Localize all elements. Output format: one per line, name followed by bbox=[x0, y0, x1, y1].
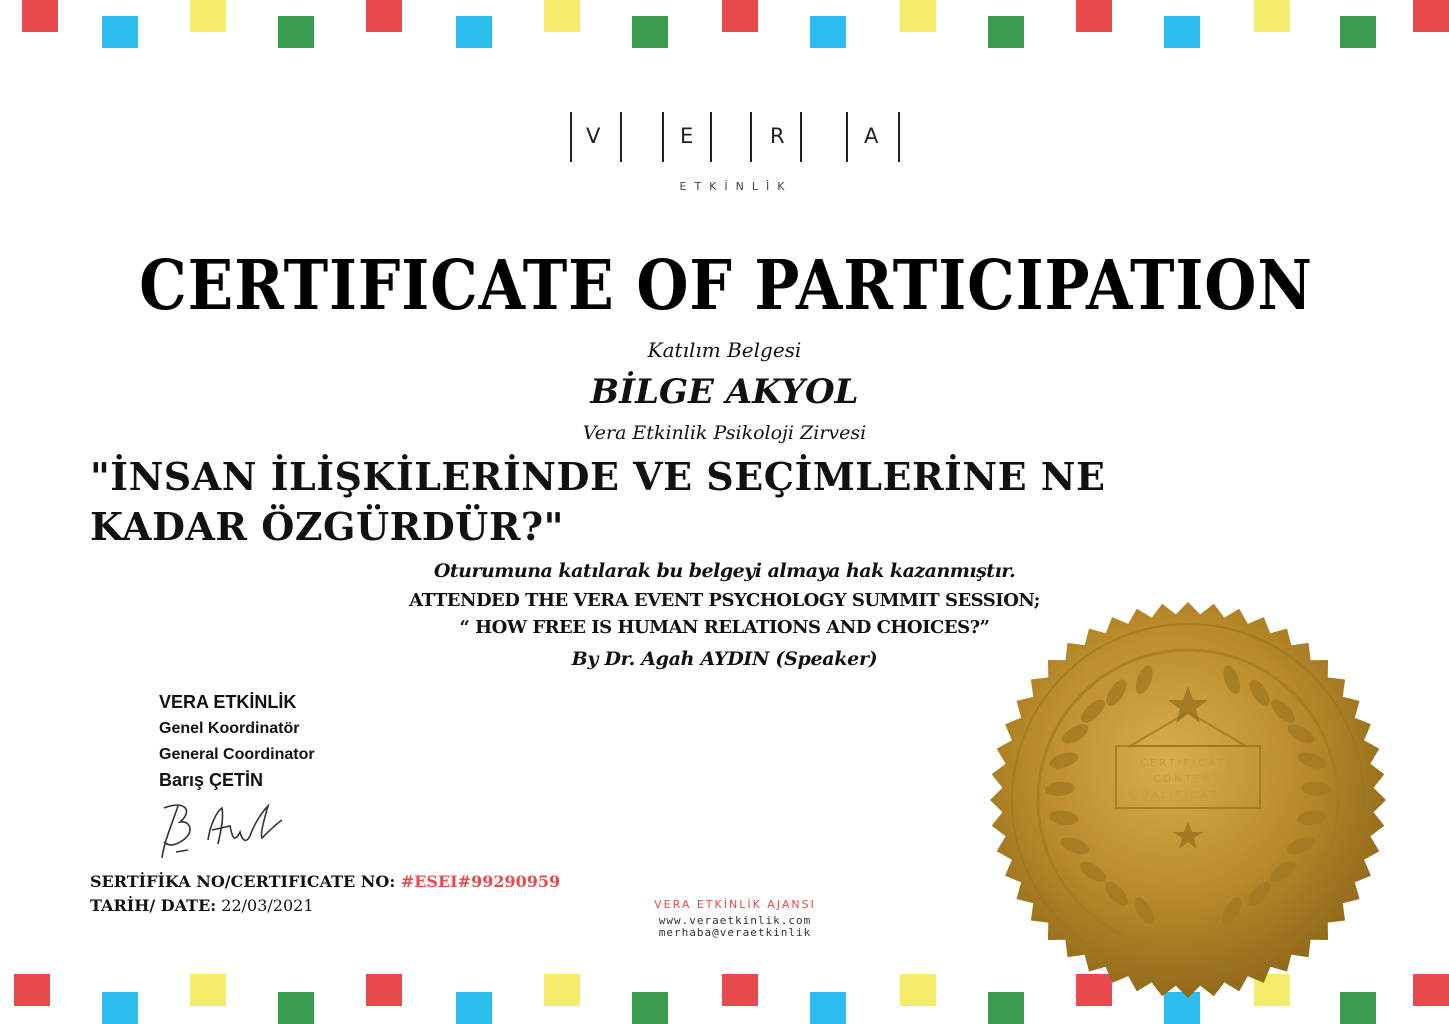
body-line-english-1: ATTENDED THE VERA EVENT PSYCHOLOGY SUMMIT SESSION; bbox=[409, 590, 1040, 611]
confetti-square bbox=[988, 16, 1024, 48]
confetti-square bbox=[810, 16, 846, 48]
seal-text-line-2: CONTENT bbox=[1153, 774, 1223, 785]
logo-divider bbox=[750, 112, 752, 162]
confetti-square bbox=[1254, 0, 1290, 32]
confetti-square bbox=[632, 992, 668, 1024]
logo-divider bbox=[846, 112, 848, 162]
confetti-square bbox=[366, 974, 402, 1006]
agency-website: www.veraetkinlik.com bbox=[658, 914, 812, 927]
session-title: "İNSAN İLİŞKİLERİNDE VE SEÇİMLERİNE NE KADAR ÖZGÜRDÜR?" bbox=[90, 454, 1106, 549]
confetti-square bbox=[810, 992, 846, 1024]
logo-divider bbox=[620, 112, 622, 162]
confetti-square bbox=[1164, 16, 1200, 48]
confetti-square bbox=[1413, 0, 1449, 32]
confetti-square bbox=[544, 974, 580, 1006]
seal-text-line-1: CERTIFICATE bbox=[1140, 758, 1236, 769]
confetti-square bbox=[278, 16, 314, 48]
confetti-square bbox=[366, 0, 402, 32]
confetti-square bbox=[14, 974, 50, 1006]
confetti-square bbox=[22, 0, 58, 32]
confetti-square bbox=[722, 0, 758, 32]
certificate-number bbox=[90, 872, 560, 891]
logo-letter: V bbox=[586, 124, 601, 148]
handwritten-signature bbox=[150, 796, 300, 866]
logo-letter: R bbox=[770, 124, 785, 148]
logo-subtitle: ETKİNLİK bbox=[679, 180, 793, 193]
confetti-square bbox=[544, 0, 580, 32]
confetti-square bbox=[900, 0, 936, 32]
confetti-square bbox=[190, 974, 226, 1006]
confetti-square bbox=[278, 992, 314, 1024]
coordinator-name: Barış ÇETİN bbox=[159, 770, 264, 790]
confetti-square bbox=[102, 16, 138, 48]
logo-letter: A bbox=[864, 124, 879, 148]
certificate-subtitle: Katılım Belgesi bbox=[647, 338, 802, 362]
event-name: Vera Etkinlik Psikoloji Zirvesi bbox=[582, 422, 867, 444]
coordinator-role-tr: Genel Koordinatör bbox=[159, 720, 300, 737]
confetti-square bbox=[190, 0, 226, 32]
body-line-english-2: “ HOW FREE IS HUMAN RELATIONS AND CHOICES?” bbox=[459, 617, 990, 638]
date-label: TARİH/ DATE: bbox=[90, 896, 217, 915]
seal-text-line-3: QUALIFICATION bbox=[1130, 790, 1246, 801]
confetti-square bbox=[1413, 974, 1449, 1006]
confetti-square bbox=[632, 16, 668, 48]
logo-divider bbox=[662, 112, 664, 162]
confetti-square bbox=[1076, 0, 1112, 32]
logo-divider bbox=[570, 112, 572, 162]
logo-divider bbox=[898, 112, 900, 162]
confetti-square bbox=[102, 992, 138, 1024]
confetti-square bbox=[456, 992, 492, 1024]
body-line-turkish: Oturumuna katılarak bu belgeyi almaya hak kazanmıştır. bbox=[433, 560, 1016, 582]
logo-divider bbox=[710, 112, 712, 162]
confetti-square bbox=[722, 974, 758, 1006]
recipient-name: BİLGE AKYOL bbox=[590, 372, 859, 412]
certificate-number-label: SERTİFİKA NO/CERTIFICATE NO: bbox=[90, 872, 396, 891]
date-value: 22/03/2021 bbox=[221, 896, 314, 915]
agency-email: merhaba@veraetkinlik bbox=[658, 926, 812, 939]
speaker-line: By Dr. Agah AYDIN (Speaker) bbox=[571, 648, 878, 670]
vera-logo bbox=[566, 110, 906, 166]
certificate-title: CERTIFICATE OF PARTICIPATION bbox=[139, 246, 1313, 326]
logo-divider bbox=[800, 112, 802, 162]
gold-seal bbox=[988, 600, 1388, 1000]
agency-name: VERA ETKİNLİK AJANSI bbox=[654, 898, 816, 911]
confetti-square bbox=[900, 974, 936, 1006]
confetti-square bbox=[1340, 16, 1376, 48]
logo-letter: E bbox=[680, 124, 694, 148]
confetti-square bbox=[456, 16, 492, 48]
certificate-date bbox=[90, 896, 314, 915]
certificate-number-value: #ESEI#99290959 bbox=[400, 872, 561, 891]
coordinator-role-en: General Coordinator bbox=[159, 746, 315, 763]
coordinator-org: VERA ETKİNLİK bbox=[159, 692, 297, 712]
